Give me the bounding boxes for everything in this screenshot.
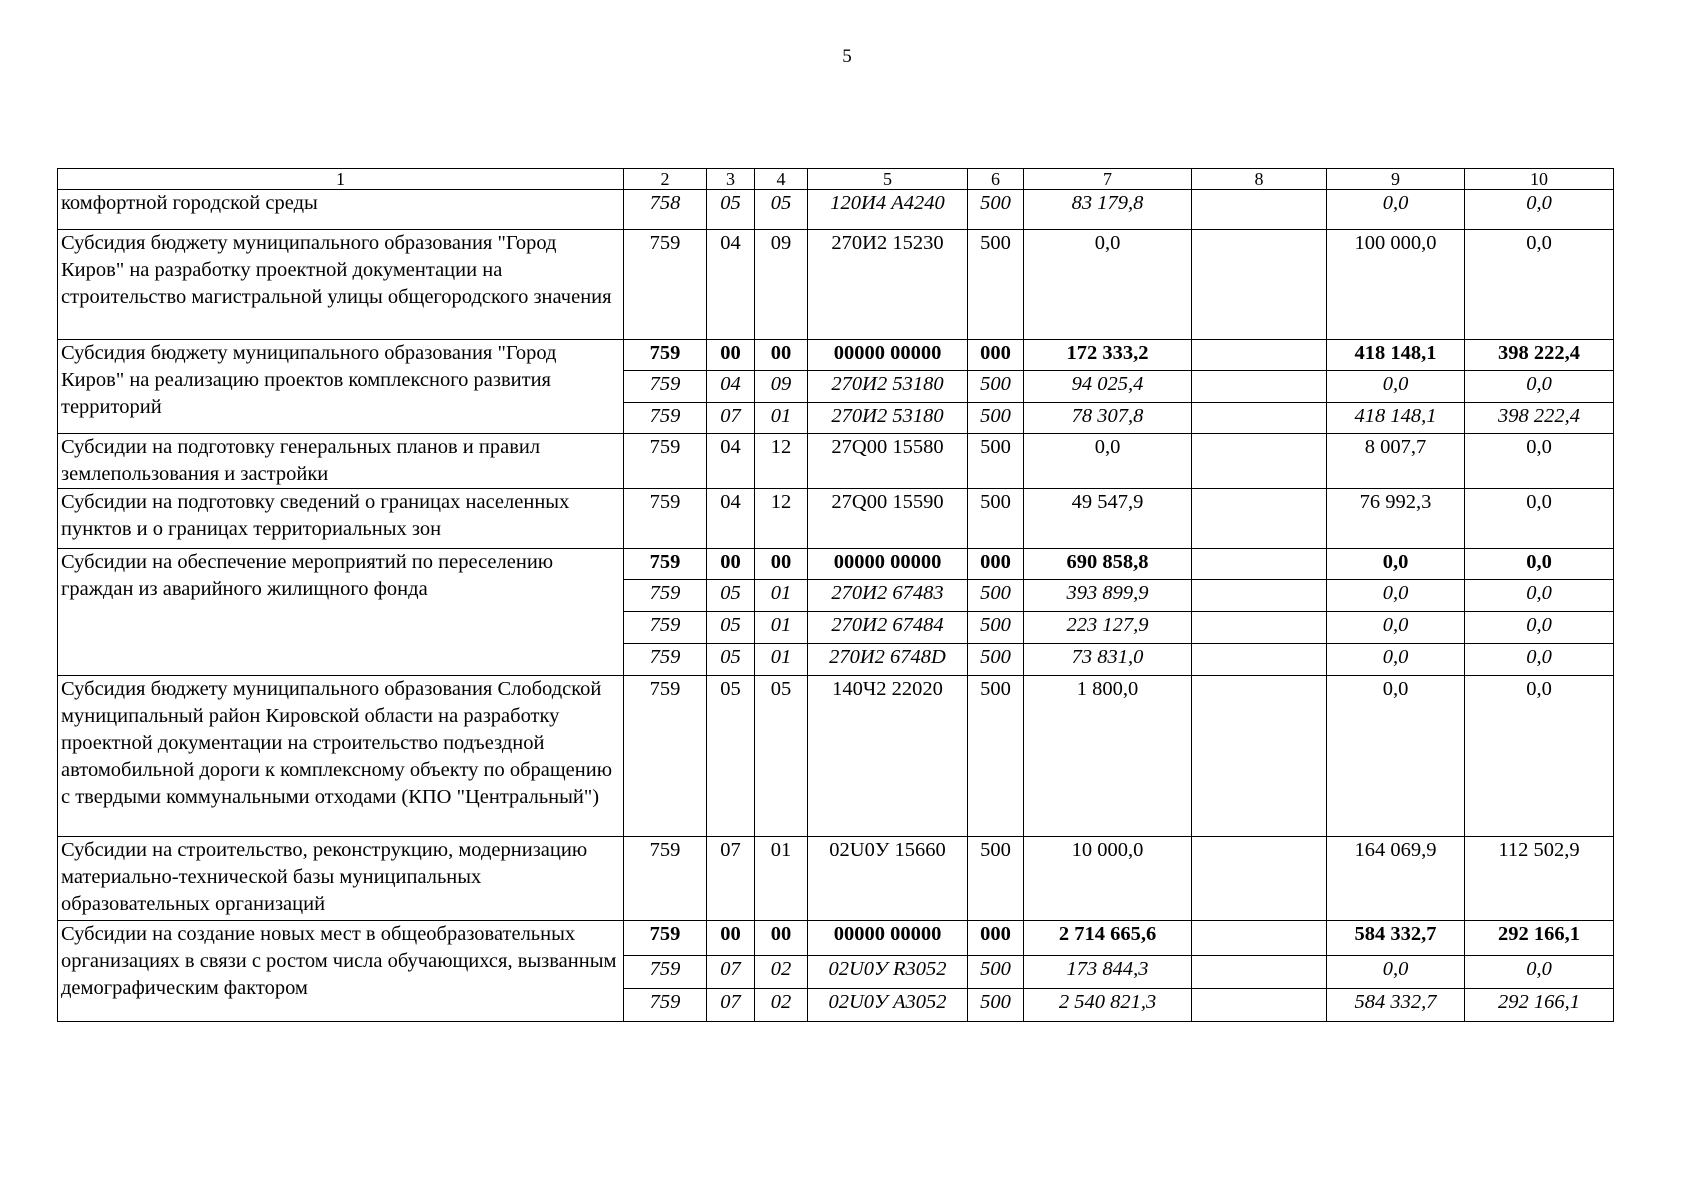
table-cell-col-4: 02 [755,989,808,1022]
row-description: Субсидии на подготовку генеральных планов и правил землепользования и застройки [58,434,624,489]
column-header: 10 [1465,169,1614,190]
column-header: 1 [58,169,624,190]
table-cell-col-6: 500 [968,434,1024,489]
table-cell-col-4: 00 [755,921,808,956]
table-cell-col-3: 04 [707,371,755,403]
table-cell-col-5: 270И2 67484 [808,612,968,644]
table-cell-col-5: 00000 00000 [808,921,968,956]
table-cell-col-10: 0,0 [1465,549,1614,580]
column-header: 5 [808,169,968,190]
table-row [58,190,1614,230]
table-cell-col-9: 0,0 [1327,612,1465,644]
table-cell-col-10: 0,0 [1465,612,1614,644]
table-row [58,921,1614,956]
table-cell-col-8 [1192,403,1327,434]
table-cell-col-3: 05 [707,190,755,230]
table-cell-col-3: 04 [707,489,755,549]
table-cell-col-2: 759 [624,956,707,989]
table-body [58,190,1614,1022]
table-cell-col-3: 04 [707,230,755,340]
table-cell-col-2: 759 [624,580,707,612]
table-cell-col-2: 759 [624,837,707,921]
row-description: Субсидии на строительство, реконструкцию, модернизацию материально-технической базы муниципальных образовательных организаций [58,837,624,921]
table-cell-col-3: 05 [707,644,755,676]
table-cell-col-6: 000 [968,549,1024,580]
table-cell-col-5: 27Q00 15580 [808,434,968,489]
table-cell-col-2: 759 [624,989,707,1022]
table-cell-col-8 [1192,434,1327,489]
table-cell-col-6: 500 [968,230,1024,340]
table-cell-col-4: 01 [755,837,808,921]
table-cell-col-6: 500 [968,644,1024,676]
table-cell-col-5: 27Q00 15590 [808,489,968,549]
table-cell-col-8 [1192,340,1327,371]
table-cell-col-2: 759 [624,644,707,676]
table-cell-col-3: 04 [707,434,755,489]
table-cell-col-5: 02U0У А3052 [808,989,968,1022]
table-cell-col-9: 418 148,1 [1327,340,1465,371]
table-cell-col-7: 94 025,4 [1024,371,1192,403]
table-cell-col-7: 73 831,0 [1024,644,1192,676]
row-description: Субсидии на обеспечение мероприятий по переселению граждан из аварийного жилищного фонда [58,549,624,676]
table-cell-col-7: 0,0 [1024,434,1192,489]
table-cell-col-2: 759 [624,371,707,403]
table-row [58,340,1614,371]
table-cell-col-10: 0,0 [1465,190,1614,230]
page-number: 5 [842,46,852,67]
table-cell-col-7: 393 899,9 [1024,580,1192,612]
table-cell-col-6: 500 [968,190,1024,230]
table-cell-col-6: 000 [968,340,1024,371]
table-cell-col-10: 0,0 [1465,434,1614,489]
table-cell-col-6: 000 [968,921,1024,956]
header-row [58,169,1614,190]
table-cell-col-4: 12 [755,434,808,489]
table-cell-col-4: 01 [755,580,808,612]
table-cell-col-3: 07 [707,837,755,921]
table-cell-col-9: 76 992,3 [1327,489,1465,549]
table-cell-col-6: 500 [968,956,1024,989]
table-cell-col-4: 02 [755,956,808,989]
table-cell-col-6: 500 [968,580,1024,612]
table-cell-col-2: 759 [624,921,707,956]
table-cell-col-2: 759 [624,340,707,371]
table-cell-col-5: 00000 00000 [808,549,968,580]
table-cell-col-3: 07 [707,956,755,989]
table-cell-col-6: 500 [968,403,1024,434]
table-cell-col-9: 8 007,7 [1327,434,1465,489]
table-cell-col-3: 05 [707,612,755,644]
table-cell-col-5: 02U0У 15660 [808,837,968,921]
table-cell-col-5: 270И2 53180 [808,403,968,434]
table-row [58,549,1614,580]
table-row [58,434,1614,489]
table-cell-col-5: 120И4 А4240 [808,190,968,230]
table-cell-col-8 [1192,612,1327,644]
table-cell-col-7: 0,0 [1024,230,1192,340]
column-header: 3 [707,169,755,190]
table-cell-col-6: 500 [968,989,1024,1022]
table-cell-col-9: 584 332,7 [1327,989,1465,1022]
table-cell-col-7: 49 547,9 [1024,489,1192,549]
table-cell-col-9: 164 069,9 [1327,837,1465,921]
table-cell-col-4: 01 [755,403,808,434]
table-cell-col-5: 02U0У R3052 [808,956,968,989]
table-cell-col-10: 0,0 [1465,371,1614,403]
table-cell-col-4: 12 [755,489,808,549]
table-cell-col-9: 418 148,1 [1327,403,1465,434]
table-row [58,489,1614,549]
table-cell-col-8 [1192,230,1327,340]
row-description: Субсидии на подготовку сведений о границах населенных пунктов и о границах территориальных зон [58,489,624,549]
table-cell-col-6: 500 [968,371,1024,403]
table-row [58,837,1614,921]
table-cell-col-10: 0,0 [1465,644,1614,676]
table-cell-col-7: 690 858,8 [1024,549,1192,580]
table-cell-col-7: 2 714 665,6 [1024,921,1192,956]
table-cell-col-7: 173 844,3 [1024,956,1192,989]
column-header: 9 [1327,169,1465,190]
table-cell-col-5: 270И2 6748D [808,644,968,676]
table-cell-col-9: 0,0 [1327,190,1465,230]
table-cell-col-10: 0,0 [1465,676,1614,837]
table-cell-col-10: 0,0 [1465,580,1614,612]
table-cell-col-8 [1192,921,1327,956]
table-cell-col-10: 0,0 [1465,489,1614,549]
table-cell-col-2: 759 [624,612,707,644]
table-cell-col-6: 500 [968,676,1024,837]
table-cell-col-9: 0,0 [1327,371,1465,403]
table-cell-col-3: 07 [707,989,755,1022]
table-cell-col-5: 270И2 67483 [808,580,968,612]
table-cell-col-4: 00 [755,549,808,580]
table-cell-col-6: 500 [968,612,1024,644]
table-cell-col-8 [1192,371,1327,403]
table-cell-col-7: 1 800,0 [1024,676,1192,837]
table-cell-col-4: 09 [755,371,808,403]
table-cell-col-2: 759 [624,434,707,489]
table-cell-col-3: 00 [707,340,755,371]
table-cell-col-9: 100 000,0 [1327,230,1465,340]
table-cell-col-3: 00 [707,549,755,580]
row-description: Субсидия бюджету муниципального образования Слободской муниципальный район Кировской области на разработку проектной документации на строительство подъездной автомобильной дороги к комплексному объекту по обращению с твердыми коммунальными отходами (КПО "Центральный") [58,676,624,837]
table-cell-col-4: 00 [755,340,808,371]
table-cell-col-7: 172 333,2 [1024,340,1192,371]
table-cell-col-4: 05 [755,676,808,837]
table-cell-col-10: 0,0 [1465,230,1614,340]
table-cell-col-9: 0,0 [1327,676,1465,837]
table-cell-col-2: 759 [624,230,707,340]
table-cell-col-8 [1192,837,1327,921]
table-cell-col-3: 07 [707,403,755,434]
table-cell-col-2: 758 [624,190,707,230]
table-cell-col-8 [1192,549,1327,580]
column-header: 4 [755,169,808,190]
row-description: комфортной городской среды [58,190,624,230]
table-cell-col-10: 398 222,4 [1465,403,1614,434]
table-cell-col-9: 0,0 [1327,956,1465,989]
table-cell-col-10: 398 222,4 [1465,340,1614,371]
table-cell-col-8 [1192,190,1327,230]
column-header: 7 [1024,169,1192,190]
table-cell-col-3: 00 [707,921,755,956]
table-cell-col-8 [1192,676,1327,837]
table-cell-col-8 [1192,989,1327,1022]
table-cell-col-3: 05 [707,676,755,837]
table-cell-col-2: 759 [624,489,707,549]
budget-table [57,168,1614,1022]
table-cell-col-2: 759 [624,676,707,837]
table-cell-col-7: 223 127,9 [1024,612,1192,644]
table-cell-col-3: 05 [707,580,755,612]
table-cell-col-2: 759 [624,549,707,580]
table-row [58,676,1614,837]
table-cell-col-5: 270И2 15230 [808,230,968,340]
table-cell-col-10: 112 502,9 [1465,837,1614,921]
table-cell-col-2: 759 [624,403,707,434]
table-cell-col-5: 140Ч2 22020 [808,676,968,837]
table-cell-col-4: 01 [755,644,808,676]
table-cell-col-8 [1192,956,1327,989]
table-cell-col-4: 01 [755,612,808,644]
table-cell-col-9: 0,0 [1327,644,1465,676]
table-cell-col-6: 500 [968,837,1024,921]
table-row [58,230,1614,340]
table-cell-col-7: 2 540 821,3 [1024,989,1192,1022]
row-description: Субсидии на создание новых мест в общеобразовательных организациях в связи с ростом числа обучающихся, вызванным демографическим фактором [58,921,624,1022]
table-cell-col-7: 78 307,8 [1024,403,1192,434]
table-cell-col-4: 05 [755,190,808,230]
table-cell-col-10: 292 166,1 [1465,989,1614,1022]
column-header: 8 [1192,169,1327,190]
row-description: Субсидия бюджету муниципального образования "Город Киров" на разработку проектной документации на строительство магистральной улицы общегородского значения [58,230,624,340]
table-cell-col-10: 0,0 [1465,956,1614,989]
column-header: 2 [624,169,707,190]
table-cell-col-4: 09 [755,230,808,340]
table-cell-col-8 [1192,644,1327,676]
table-cell-col-5: 270И2 53180 [808,371,968,403]
table-cell-col-9: 584 332,7 [1327,921,1465,956]
table-cell-col-8 [1192,580,1327,612]
table-cell-col-9: 0,0 [1327,549,1465,580]
row-description: Субсидия бюджету муниципального образования "Город Киров" на реализацию проектов комплексного развития территорий [58,340,624,434]
table-cell-col-7: 10 000,0 [1024,837,1192,921]
table-cell-col-7: 83 179,8 [1024,190,1192,230]
column-header: 6 [968,169,1024,190]
table-cell-col-6: 500 [968,489,1024,549]
table-cell-col-8 [1192,489,1327,549]
table-cell-col-9: 0,0 [1327,580,1465,612]
table-cell-col-5: 00000 00000 [808,340,968,371]
table-cell-col-10: 292 166,1 [1465,921,1614,956]
